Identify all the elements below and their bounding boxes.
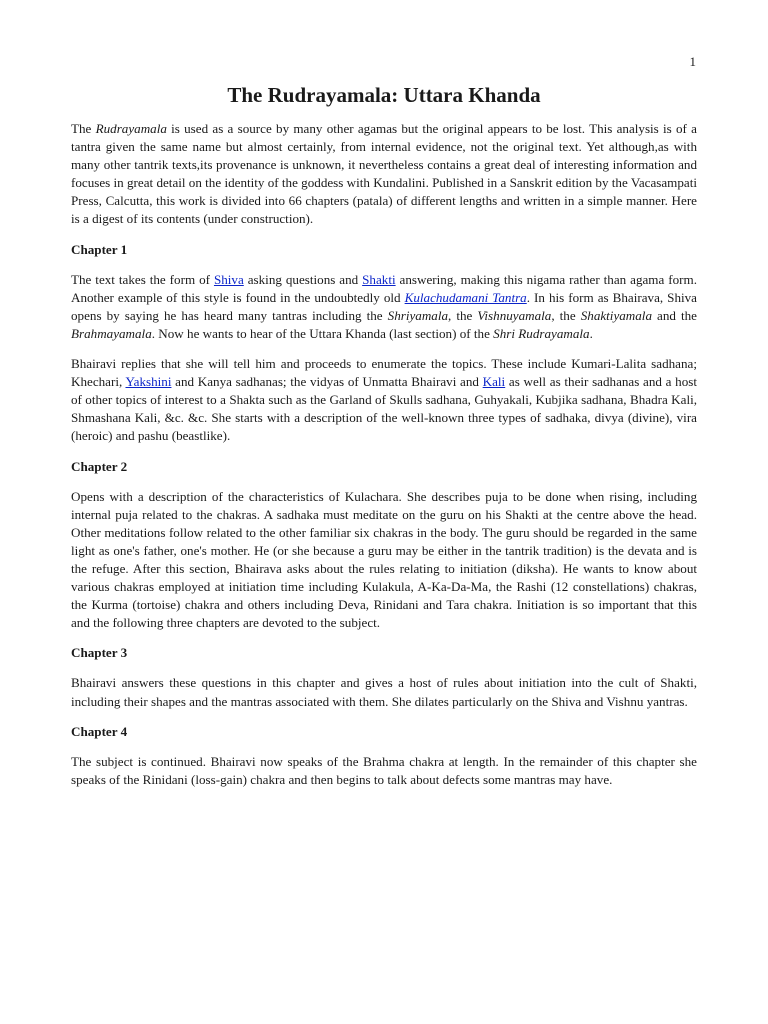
chapter-4-paragraph: The subject is continued. Bhairavi now speaks of the Brahma chakra at length. In the remainder of this chapter she speaks of the Rinidani (loss-gain) chakra and then begins to talk about defects some mantras may have. xyxy=(71,753,697,787)
chapter-2-heading: Chapter 2 xyxy=(71,458,128,474)
chapter-1-paragraph-1 xyxy=(71,271,697,343)
chapter-text: and the xyxy=(652,307,697,323)
italic-title: Shri Rudrayamala xyxy=(493,325,590,341)
chapter-text: asking questions and xyxy=(243,271,363,287)
link-yakshini[interactable]: Yakshini xyxy=(125,374,172,390)
link-kali[interactable]: Kali xyxy=(482,374,506,390)
intro-text: is used as a source by many other agamas but the original appears to be lost. This analysis is of a tantra given the same name but almost certainly, from internal evidence, not the original text. Yet although,as with many other tantrik texts,its provenance is unknown, it nevertheless contains a great deal of interesting information and focuses in great detail on the identity of the goddess with Kundalini. Published in a Sanskrit edition by the Vacasampati Press, Calcutta, this work is divided into 66 chapters (patala) of different lengths and written in a simple manner. Here is a digest of its contents (under construction). xyxy=(71,121,697,227)
chapter-text: , the xyxy=(448,307,478,323)
page-number: 1 xyxy=(689,54,696,69)
chapter-text: . Now he wants to hear of the Uttara Khanda (last section) of the xyxy=(151,325,494,341)
chapter-text: , the xyxy=(551,307,581,323)
intro-italic-rudrayamala: Rudrayamala xyxy=(95,121,167,136)
italic-title: Shriyamala xyxy=(387,307,449,323)
link-shakti[interactable]: Shakti xyxy=(362,271,396,287)
chapter-1-paragraph-2 xyxy=(71,355,697,445)
italic-title: Brahmayamala xyxy=(71,325,152,341)
intro-paragraph xyxy=(71,120,697,229)
chapter-text: answering, making this nigama rather than agama form. Another example of this style is found in the undoubtedly old xyxy=(71,271,697,305)
chapter-text: . In his form as Bhairava, Shiva opens by saying he has heard many tantras including the xyxy=(71,289,697,323)
chapter-1-heading: Chapter 1 xyxy=(71,241,128,257)
chapter-3-heading: Chapter 3 xyxy=(71,645,128,661)
chapter-2-paragraph: Opens with a description of the characteristics of Kulachara. She describes puja to be done when rising, including internal puja related to the chakras. A sadhaka must meditate on the guru on his Shakti at the centre above the head. Other meditations follow related to the other familiar six chakras in the body. The guru should be regarded in the same light as one's father, one's mother. He (or she because a guru may be either in the tantrik tradition) is the devata and is the refuge. After this section, Bhairava asks about the rules relating to initiation (diksha). He wants to know about various chakras employed at initiation time including Kulakula, A-Ka-Da-Ma, the Rashi (12 constellations) chakras, the Kurma (tortoise) chakra and others including Deva, Rinidani and Tara chakra. Initiation is so important that this and the following three chapters are devoted to the subject. xyxy=(71,488,697,631)
italic-title: Vishnuyamala xyxy=(477,307,552,323)
link-kulachudamani-tantra[interactable] xyxy=(405,290,527,305)
chapter-3-paragraph: Bhairavi answers these questions in this chapter and gives a host of rules about initiation into the cult of Shakti, including their shapes and the mantras associated with them. She dilates particularly on the Shiva and Vishnu yantras. xyxy=(71,675,697,709)
chapter-4-heading: Chapter 4 xyxy=(71,723,128,739)
chapter-text: . xyxy=(589,325,593,341)
chapter-text: and Kanya sadhanas; the vidyas of Unmatta Bhairavi and xyxy=(171,374,483,390)
link-kulachudamani-label[interactable]: Kulachudamani Tantra xyxy=(404,289,527,305)
intro-text: The xyxy=(71,121,96,136)
link-shiva[interactable]: Shiva xyxy=(213,271,244,287)
chapter-text: The text takes the form of xyxy=(71,271,214,287)
chapter-text: as well as their sadhanas and a host of other topics of interest to a Shakta such as the Garland of Skulls sadhana, Guhyakali, Kubjika sadhana, Bhadra Kali, Shmashana Kali, &c. &c. She starts with a description of the well-known three types of sadhaka, divya (divine), vira (heroic) and pashu (beastlike). xyxy=(71,374,698,444)
italic-title: Shaktiyamala xyxy=(580,307,652,323)
document-title: The Rudrayamala: Uttara Khanda xyxy=(227,83,541,107)
document-body xyxy=(71,120,697,789)
chapter-text: Bhairavi replies that she will tell him and proceeds to enumerate the topics. These include Kumari-Lalita sadhana; Khechari, xyxy=(71,356,697,390)
